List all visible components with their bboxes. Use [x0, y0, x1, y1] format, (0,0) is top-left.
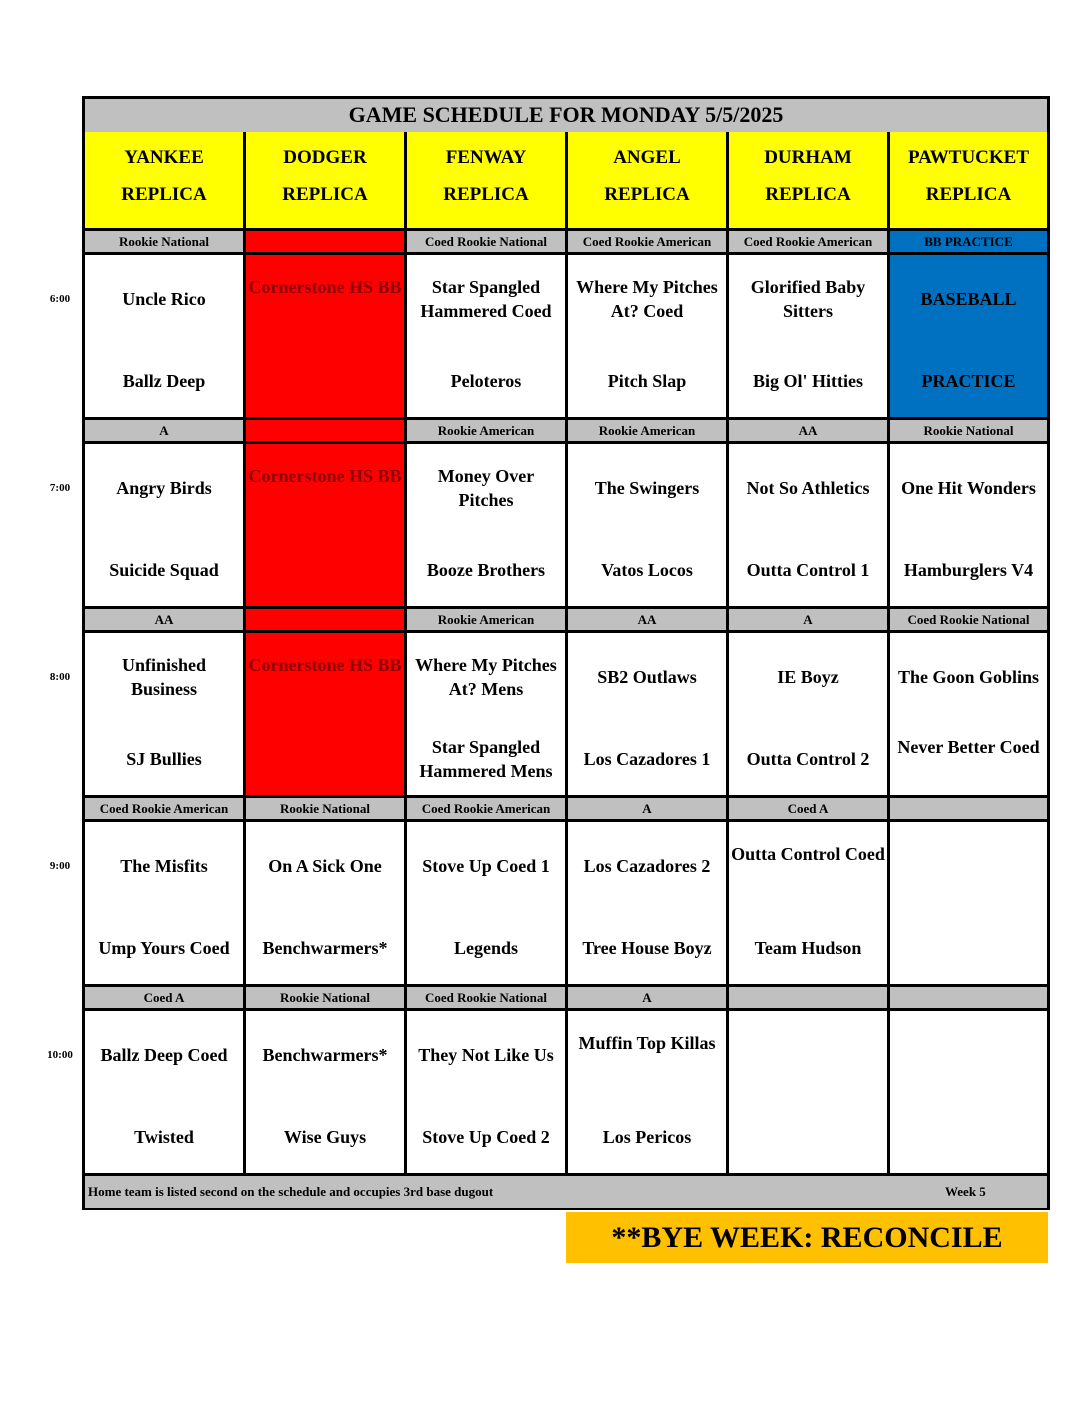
home-team: Team Hudson: [754, 938, 862, 958]
division-label: Coed Rookie National: [407, 987, 568, 1008]
division-row: [85, 798, 1047, 822]
home-team: Tree House Boyz: [582, 938, 712, 958]
week-label: Week 5: [945, 1184, 986, 1199]
division-label: [729, 987, 890, 1008]
field-header-row: [85, 132, 1047, 231]
field-name: PAWTUCKET: [907, 147, 1030, 168]
game-cell: [407, 255, 568, 417]
game-cell: [568, 633, 729, 795]
home-team: Los Cazadores 1: [583, 749, 711, 769]
division-label: Coed Rookie National: [407, 231, 568, 252]
time-slot-row: [85, 633, 1047, 798]
division-label: AA: [568, 609, 729, 630]
home-team: Pitch Slap: [607, 371, 687, 391]
away-team: Where My Pitches At? Mens: [415, 655, 557, 699]
division-label: Rookie American: [407, 420, 568, 441]
away-team: Unfinished Business: [121, 655, 207, 699]
time-slot-row: [85, 1011, 1047, 1176]
division-label: [246, 420, 407, 441]
time-slot-row: [85, 822, 1047, 987]
game-cell: [246, 822, 407, 984]
away-team: Los Cazadores 2: [583, 856, 711, 876]
home-team: Booze Brothers: [426, 560, 546, 580]
division-label: [890, 987, 1047, 1008]
game-cell: [85, 633, 246, 795]
time-label: 6:00: [49, 293, 71, 305]
division-label: A: [85, 420, 246, 441]
division-label: Rookie National: [246, 987, 407, 1008]
field-header-durham: [729, 132, 890, 228]
division-label: Coed Rookie American: [85, 798, 246, 819]
game-cell: [729, 633, 890, 795]
reserved-cell: [246, 633, 407, 795]
away-team: Where My Pitches At? Coed: [576, 277, 718, 321]
home-team: Never Better Coed: [897, 737, 1040, 757]
division-row: [85, 609, 1047, 633]
field-name: YANKEE: [124, 147, 204, 168]
away-team: The Goon Goblins: [897, 667, 1040, 687]
division-label: [890, 798, 1047, 819]
division-label: Coed Rookie American: [568, 231, 729, 252]
field-header-angel: [568, 132, 729, 228]
division-label: Coed Rookie American: [729, 231, 890, 252]
practice-cell: [890, 255, 1047, 417]
time-label: 7:00: [49, 482, 71, 494]
away-team: The Swingers: [594, 478, 700, 498]
division-label: A: [568, 798, 729, 819]
division-row: [85, 987, 1047, 1011]
away-team: BASEBALL: [920, 289, 1017, 309]
away-team: The Misfits: [120, 856, 208, 876]
game-cell: [890, 822, 1047, 984]
game-cell: [729, 822, 890, 984]
home-team: Vatos Locos: [601, 560, 693, 580]
game-cell: [85, 1011, 246, 1173]
away-team: SB2 Outlaws: [597, 667, 697, 687]
away-team: Cornerstone HS BB: [248, 466, 402, 486]
game-cell: [407, 822, 568, 984]
division-label: BB PRACTICE: [890, 231, 1047, 252]
schedule-title: GAME SCHEDULE FOR MONDAY 5/5/2025: [85, 99, 1047, 135]
time-label: 9:00: [49, 860, 71, 872]
division-label: Rookie National: [85, 231, 246, 252]
division-label: Coed Rookie National: [890, 609, 1047, 630]
division-row: [85, 231, 1047, 255]
game-cell: [246, 1011, 407, 1173]
field-subtitle: REPLICA: [925, 184, 1012, 205]
time-label: 8:00: [49, 671, 71, 683]
away-team: Glorified Baby Sitters: [750, 277, 866, 321]
away-team: Benchwarmers*: [262, 1045, 388, 1065]
field-name: FENWAY: [445, 147, 527, 168]
away-team: IE Boyz: [777, 667, 839, 687]
field-name: ANGEL: [613, 147, 681, 168]
division-label: Rookie National: [890, 420, 1047, 441]
home-team: Outta Control 1: [746, 560, 870, 580]
division-label: A: [568, 987, 729, 1008]
field-subtitle: REPLICA: [121, 184, 207, 205]
home-team: Ballz Deep: [122, 371, 206, 391]
field-name: DODGER: [283, 147, 367, 168]
away-team: Angry Birds: [116, 478, 212, 498]
division-label: AA: [729, 420, 890, 441]
home-team: PRACTICE: [921, 371, 1016, 391]
home-team-note: Home team is listed second on the schedule and occupies 3rd base dugout: [88, 1184, 494, 1199]
home-team: SJ Bullies: [126, 749, 202, 769]
home-team: Outta Control 2: [746, 749, 870, 769]
game-cell: [85, 444, 246, 606]
game-cell: [729, 1011, 890, 1173]
away-team: Not So Athletics: [746, 478, 870, 498]
field-subtitle: REPLICA: [443, 184, 529, 205]
away-team: Stove Up Coed 1: [422, 856, 550, 876]
game-cell: [407, 633, 568, 795]
away-team: One Hit Wonders: [901, 478, 1036, 498]
field-subtitle: REPLICA: [765, 184, 851, 205]
time-slot-row: [85, 255, 1047, 420]
game-cell: [729, 444, 890, 606]
away-team: Uncle Rico: [122, 289, 206, 309]
home-team: Star Spangled Hammered Mens: [419, 737, 553, 781]
home-team: Peloteros: [450, 371, 522, 391]
game-cell: [407, 444, 568, 606]
away-team: Cornerstone HS BB: [248, 655, 402, 675]
division-label: AA: [85, 609, 246, 630]
away-team: They Not Like Us: [418, 1045, 554, 1065]
home-team: Twisted: [134, 1127, 194, 1147]
home-team: Suicide Squad: [109, 560, 219, 580]
game-cell: [568, 255, 729, 417]
division-label: Rookie National: [246, 798, 407, 819]
game-cell: [890, 444, 1047, 606]
away-team: Star Spangled Hammered Coed: [420, 277, 552, 321]
home-team: Legends: [453, 938, 518, 958]
away-team: Ballz Deep Coed: [100, 1045, 228, 1065]
away-team: Muffin Top Killas: [578, 1033, 716, 1053]
schedule-table: [82, 96, 1050, 1210]
reserved-cell: [246, 255, 407, 417]
away-team: Outta Control Coed: [731, 844, 885, 864]
away-team: On A Sick One: [268, 856, 382, 876]
home-team: Los Pericos: [602, 1127, 692, 1147]
away-team: Cornerstone HS BB: [248, 277, 402, 297]
game-cell: [890, 633, 1047, 795]
field-header-fenway: [407, 132, 568, 228]
field-subtitle: REPLICA: [282, 184, 368, 205]
time-label: 10:00: [47, 1049, 73, 1061]
home-team: Stove Up Coed 2: [422, 1127, 550, 1147]
game-cell: [85, 255, 246, 417]
field-header-pawtucket: [890, 132, 1047, 228]
game-cell: [890, 1011, 1047, 1173]
game-cell: [568, 822, 729, 984]
game-cell: [729, 255, 890, 417]
division-label: A: [729, 609, 890, 630]
division-label: Coed A: [85, 987, 246, 1008]
division-row: [85, 420, 1047, 444]
field-header-yankee: [85, 132, 246, 228]
game-cell: [85, 822, 246, 984]
game-cell: [407, 1011, 568, 1173]
division-label: Coed Rookie American: [407, 798, 568, 819]
home-team: Hamburglers V4: [903, 560, 1034, 580]
away-team: Money Over Pitches: [437, 466, 535, 510]
game-cell: [568, 1011, 729, 1173]
game-cell: [568, 444, 729, 606]
home-team: Big Ol' Hitties: [753, 371, 863, 391]
bye-week-banner: **BYE WEEK: RECONCILE: [566, 1212, 1048, 1263]
division-label: [246, 609, 407, 630]
division-label: Coed A: [729, 798, 890, 819]
footer-bar: [85, 1176, 1047, 1208]
home-team: Wise Guys: [283, 1127, 367, 1147]
home-team: Ump Yours Coed: [98, 938, 230, 958]
field-header-dodger: [246, 132, 407, 228]
home-team: Benchwarmers*: [262, 938, 388, 958]
division-label: Rookie American: [407, 609, 568, 630]
reserved-cell: [246, 444, 407, 606]
time-slot-row: [85, 444, 1047, 609]
division-label: Rookie American: [568, 420, 729, 441]
division-label: [246, 231, 407, 252]
field-subtitle: REPLICA: [604, 184, 690, 205]
field-name: DURHAM: [764, 147, 852, 168]
